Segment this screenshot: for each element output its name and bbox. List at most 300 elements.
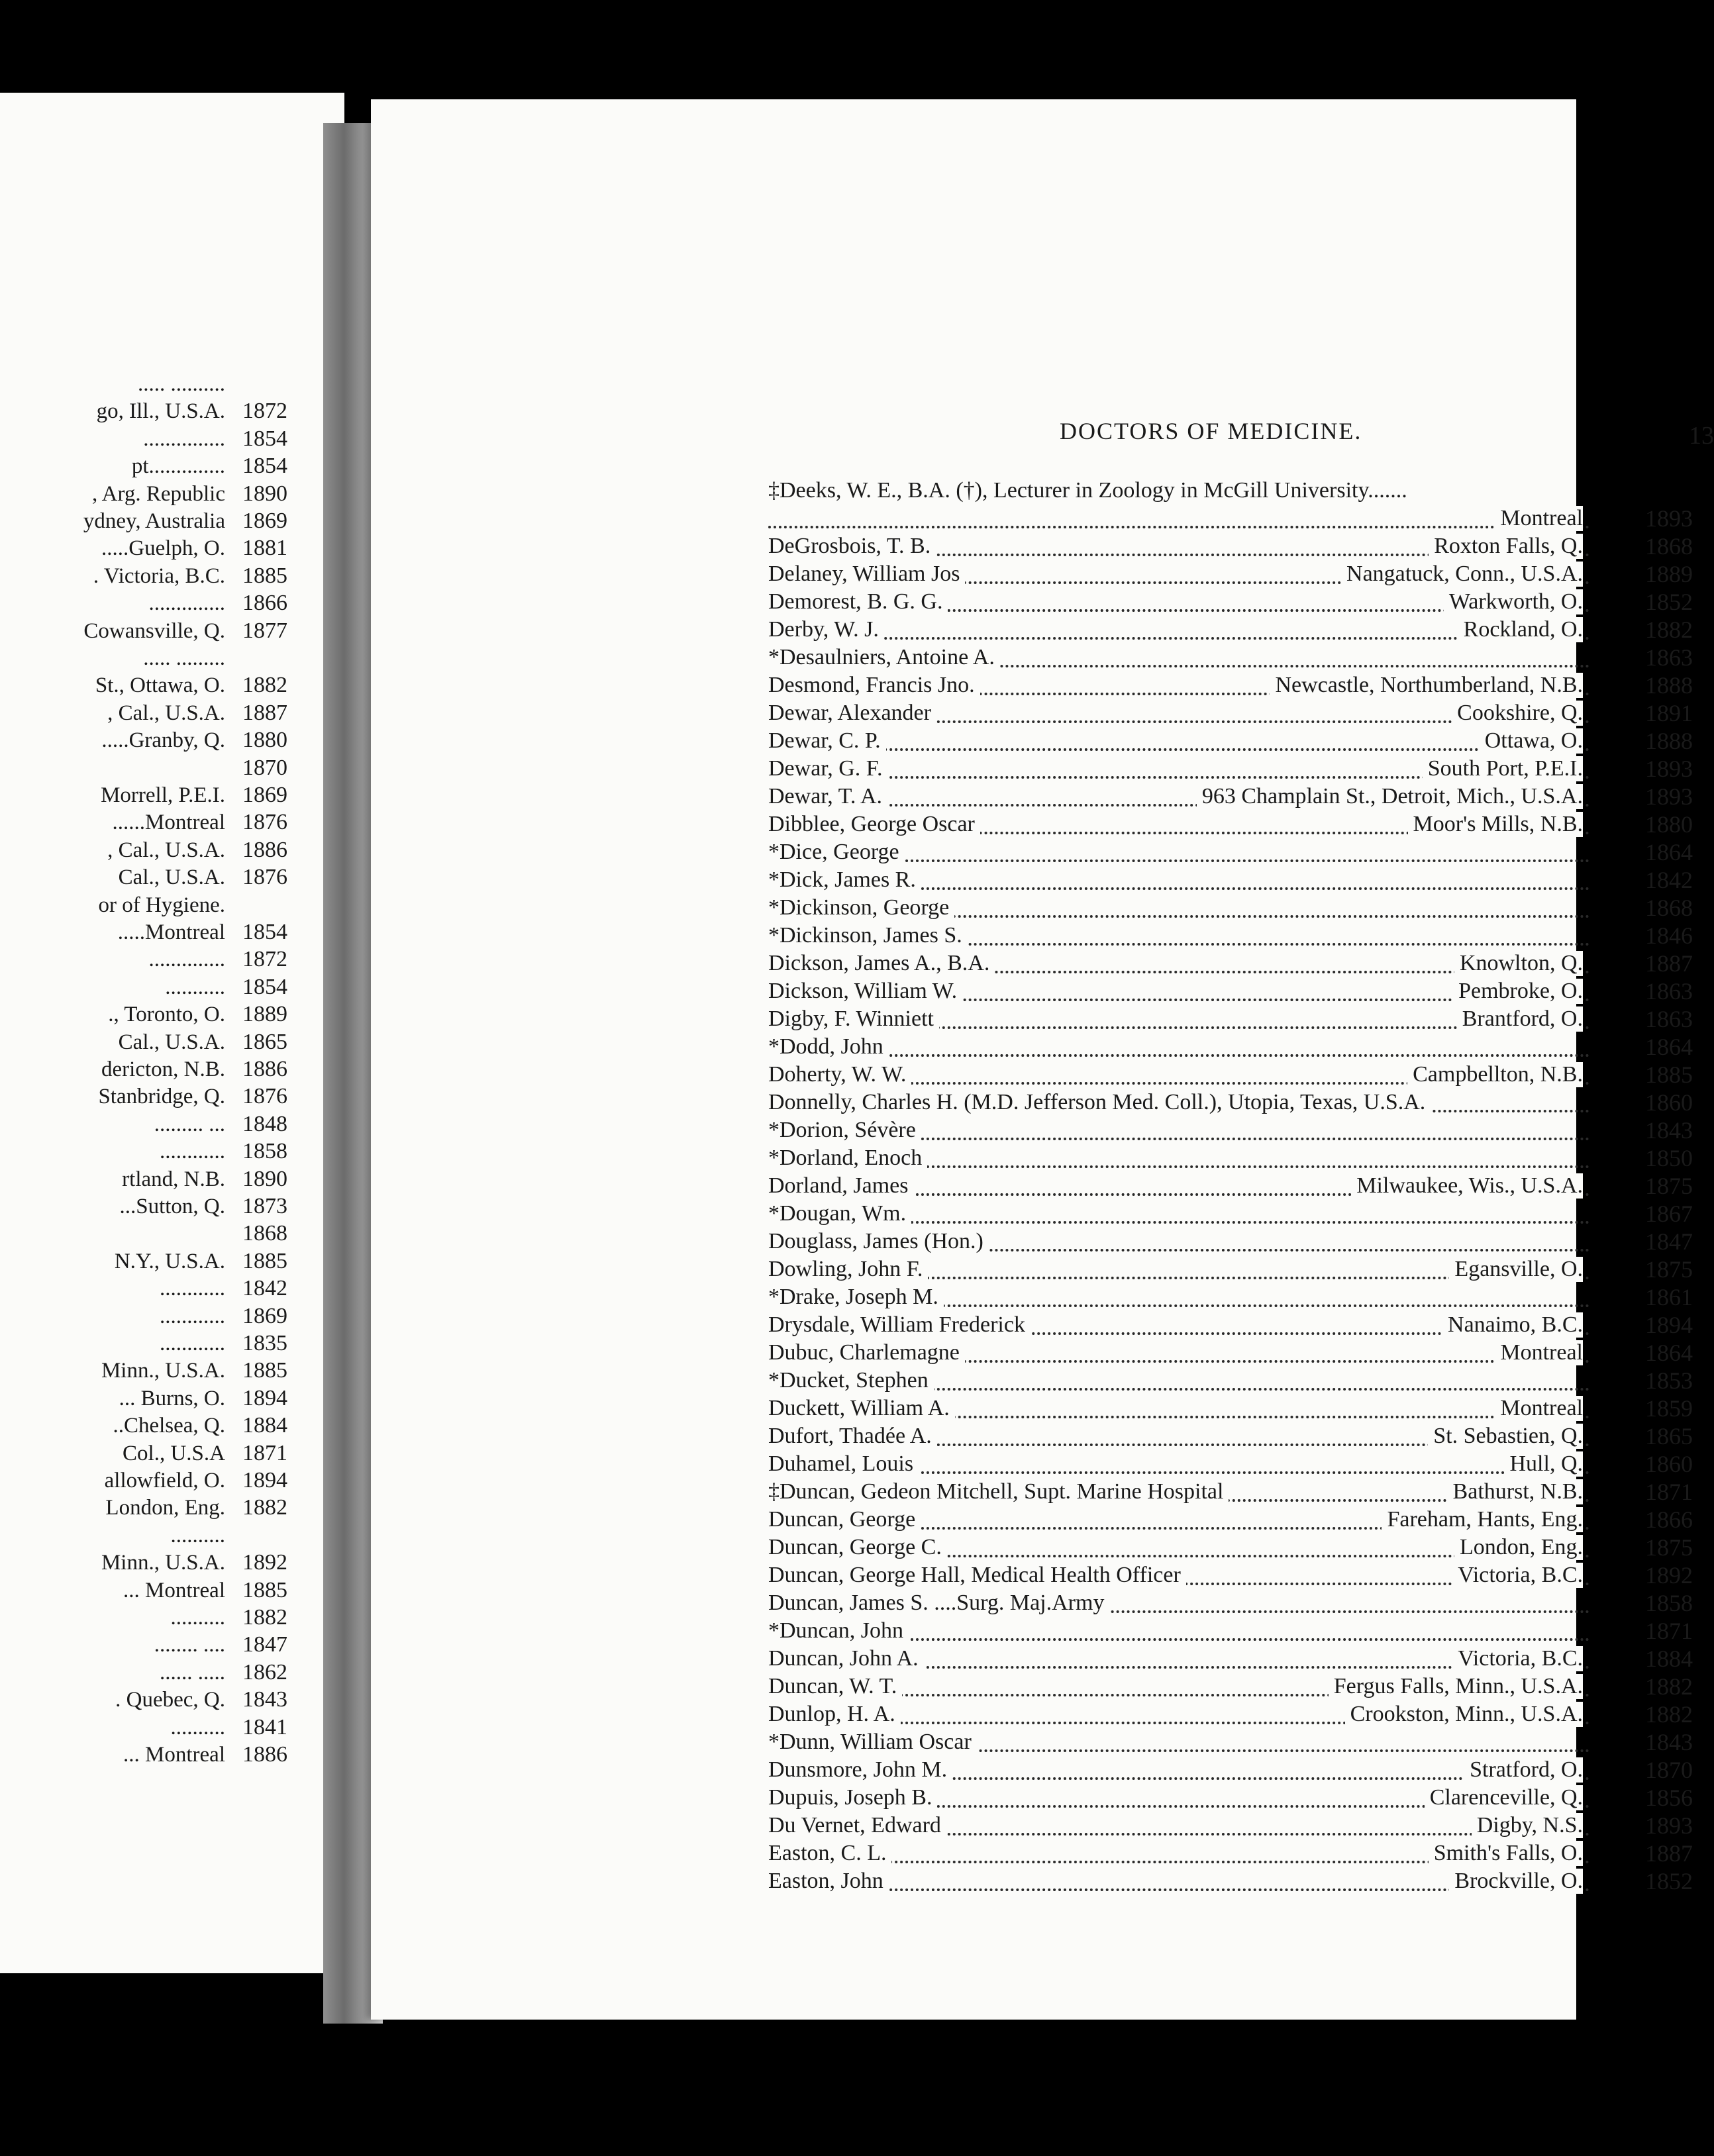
entry-year: 1871 [1645,1479,1693,1505]
left-page-line [0,1166,311,1193]
left-line-year: 1892 [242,1550,287,1575]
entry-year: 1868 [1645,895,1693,921]
entry-year: 1870 [1645,1757,1693,1783]
entry-place: Pembroke, O. [1453,979,1583,1004]
left-line-year: 1894 [242,1385,287,1410]
entry-year: 1861 [1645,1284,1693,1310]
entry-name: Demorest, B. G. G. [768,589,948,614]
left-line-year: 1869 [242,1303,287,1328]
entry-place: Fergus Falls, Minn., U.S.A. [1329,1674,1583,1699]
entry-name: Dewar, G. F. [768,756,888,781]
entry-name: Duckett, William A. [768,1396,955,1421]
left-line-year: 1854 [242,920,287,944]
entry-year: 1843 [1645,1729,1693,1755]
running-head: DOCTORS OF MEDICINE. [1060,418,1362,444]
left-line-text: . Quebec, Q. [115,1688,225,1712]
entries-list [768,477,1702,1895]
entry-year: 1852 [1645,589,1693,615]
left-line-text: ..... .......... [138,372,225,396]
entry-year: 1871 [1645,1618,1693,1644]
entry-row [768,1283,1702,1311]
entry-name: *Dorland, Enoch [768,1146,927,1171]
left-line-year: 1871 [242,1440,287,1465]
entry-name: *Dice, George [768,840,905,865]
entry-row [768,532,1702,560]
left-page-line [0,645,311,671]
left-line-text: .......... [170,1606,225,1630]
left-page-line [0,1412,311,1439]
left-page-line [0,371,311,397]
entry-row [768,1756,1702,1784]
entry-name: Duhamel, Louis [768,1451,919,1477]
entry-name: Easton, John [768,1869,889,1894]
left-line-year: 1886 [242,837,287,862]
entry-row [768,588,1702,616]
entry-name: Douglass, James (Hon.) [768,1229,989,1254]
left-page-line [0,1577,311,1604]
dot-leader [768,1054,1589,1057]
entry-row [768,1089,1702,1116]
left-line-text: N.Y., U.S.A. [114,1249,225,1273]
left-line-year: 1841 [242,1714,287,1740]
entry-place: Campbellton, N.B. [1407,1062,1583,1087]
left-line-year: 1885 [242,1358,287,1383]
entry-year: 1887 [1645,1840,1693,1867]
entry-row [768,1228,1702,1255]
entry-row [768,1645,1702,1673]
entry-year: 1875 [1645,1534,1693,1561]
entry-row [768,560,1702,588]
left-line-text: Morrell, P.E.I. [101,783,225,807]
entry-year: 1888 [1645,672,1693,699]
left-line-text: or of Hygiene. [98,893,225,917]
entry-place: Brantford, O. [1457,1006,1583,1032]
entry-year: 1863 [1645,644,1693,671]
left-page-line [0,864,311,891]
entry-row [768,1116,1702,1144]
entry-year: 1887 [1645,950,1693,977]
entry-place: Smith's Falls, O. [1429,1841,1583,1866]
entry-place: Warkworth, O. [1444,589,1583,614]
left-line-year: 1885 [242,1577,287,1602]
entry-place: Milwaukee, Wis., U.S.A. [1351,1173,1583,1199]
left-line-year: 1880 [242,728,287,753]
entry-row [768,1367,1702,1395]
entry-place: Nangatuck, Conn., U.S.A. [1341,562,1583,587]
entry-name: Drysdale, William Frederick [768,1312,1031,1338]
entry-name: Digby, F. Winniett [768,1006,939,1032]
left-line-year: 1870 [242,755,287,780]
left-page-line [0,1741,311,1768]
entry-place: Montreal [1495,506,1583,531]
entry-place: 963 Champlain St., Detroit, Mich., U.S.A. [1197,784,1583,809]
left-line-text: .............. [148,948,225,972]
entry-row [768,727,1702,755]
left-line-year: 1873 [242,1194,287,1218]
left-page-line [0,1029,311,1055]
entry-place: Montreal [1495,1396,1583,1421]
entry-row [768,671,1702,699]
entry-year: 1863 [1645,978,1693,1004]
left-line-text: ........ .... [154,1633,225,1657]
left-page-line [0,809,311,836]
left-page-line [0,1714,311,1741]
entry-row [768,866,1702,894]
left-line-year: 1890 [242,1166,287,1191]
entry-row [768,505,1702,532]
left-page-line [0,919,311,946]
entry-row [768,1422,1702,1450]
left-page-line [0,563,311,589]
entry-name: *Dickinson, James S. [768,923,968,948]
entry-name: *Ducket, Stephen [768,1368,934,1393]
entry-place: Victoria, B.C. [1452,1563,1583,1588]
entry-name: Dowling, John F. [768,1257,928,1282]
entry-name: *Dougan, Wm. [768,1201,911,1226]
left-page-line [0,1193,311,1220]
entry-row [768,783,1702,810]
entry-year: 1859 [1645,1395,1693,1422]
entry-name: Dufort, Thadée A. [768,1424,937,1449]
entry-name: *Drake, Joseph M. [768,1285,944,1310]
left-page-line [0,535,311,562]
entry-place: Fareham, Hants, Eng. [1382,1507,1583,1532]
left-line-text: dericton, N.B. [101,1057,225,1081]
left-line-year: 1854 [242,454,287,479]
left-line-text: ......Montreal [112,810,225,835]
entry-row [768,922,1702,950]
entry-row [768,1700,1702,1728]
entry-row [768,1478,1702,1506]
entry-year: 1884 [1645,1645,1693,1672]
entry-row [768,1172,1702,1200]
entry-year: 1860 [1645,1089,1693,1116]
entry-row [768,1005,1702,1033]
entry-name: Dibblee, George Oscar [768,812,980,837]
entry-name: Duncan, W. T. [768,1674,902,1699]
entry-row [768,1395,1702,1422]
entry-year: 1882 [1645,1701,1693,1728]
entry-year: 1865 [1645,1423,1693,1449]
entry-year: 1850 [1645,1145,1693,1171]
left-line-text: Stanbridge, Q. [98,1085,225,1109]
entry-row [768,1673,1702,1700]
entry-name: Dewar, Alexander [768,701,936,726]
entry-year: 1894 [1645,1312,1693,1338]
entry-row [768,977,1702,1005]
entry-year: 1893 [1645,505,1693,532]
entry-year: 1860 [1645,1451,1693,1477]
left-line-year: 1872 [242,947,287,972]
left-page-line [0,453,311,479]
entry-name: Dorland, James [768,1173,914,1199]
left-page-line [0,755,311,781]
entry-year: 1880 [1645,811,1693,838]
entry-name: Duncan, George C. [768,1535,947,1560]
entry-name: Duncan, George [768,1507,921,1532]
entry-year: 1875 [1645,1173,1693,1199]
dot-leader [768,748,1589,751]
entry-place: Brockville, O. [1449,1869,1583,1894]
left-line-text: ............ [160,1277,225,1301]
left-line-year: 1889 [242,1002,287,1027]
entry-row [768,838,1702,866]
entry-name: Dunsmore, John M. [768,1757,952,1783]
left-line-year: 1885 [242,563,287,588]
entry-year: 1858 [1645,1590,1693,1616]
left-page-line [0,1138,311,1165]
left-line-text: Cal., U.S.A. [118,1030,225,1054]
left-page-line [0,1275,311,1302]
left-line-year: 1869 [242,783,287,807]
entry-row [768,1728,1702,1756]
entry-name: ‡Duncan, Gedeon Mitchell, Supt. Marine Hospital [768,1479,1229,1504]
left-page-line [0,1056,311,1083]
left-page-line [0,1083,311,1110]
left-line-text: ., Toronto, O. [108,1003,225,1027]
entry-row [768,1033,1702,1061]
entry-name: Desmond, Francis Jno. [768,673,980,698]
entry-year: 1863 [1645,1006,1693,1032]
entry-row [768,1784,1702,1812]
left-line-year: 1882 [242,1495,287,1520]
left-line-year: 1854 [242,974,287,999]
entry-year: 1889 [1645,561,1693,587]
left-line-year: 1877 [242,618,287,643]
left-line-year: 1866 [242,591,287,616]
left-page-line [0,727,311,754]
entry-row [768,1061,1702,1089]
entry-row [768,699,1702,727]
left-page-line [0,974,311,1001]
entry-row [768,810,1702,838]
entry-place: Knowlton, Q. [1454,951,1583,976]
entry-year: 1852 [1645,1868,1693,1894]
left-line-text: , Arg. Republic [91,481,225,506]
entry-row [768,950,1702,977]
left-line-year: 1884 [242,1413,287,1438]
left-page-line [0,1385,311,1412]
entry-place: London, Eng. [1454,1535,1583,1560]
left-line-text: , Cal., U.S.A. [107,838,225,862]
left-line-year: 1854 [242,426,287,451]
left-line-year: 1886 [242,1057,287,1081]
left-page-line [0,590,311,616]
left-page-line [0,398,311,424]
left-page-line [0,1440,311,1467]
left-line-text: .....Guelph, O. [101,536,225,561]
entry-place: St. Sebastien, Q. [1428,1424,1583,1449]
entry-place: Egansville, O. [1449,1257,1583,1282]
left-line-text: .....Granby, Q. [101,728,225,753]
left-line-year: 1843 [242,1687,287,1712]
entry-year: 1867 [1645,1200,1693,1227]
dot-leader [768,526,1589,528]
left-line-text: ...Sutton, Q. [119,1195,225,1218]
right-page [371,99,1714,2020]
entry-year: 1864 [1645,1340,1693,1366]
entry-row [768,1589,1702,1617]
left-line-year: 1862 [242,1659,287,1685]
left-line-text: .......... [170,1715,225,1740]
left-page-line [0,672,311,699]
left-line-text: ..... ......... [143,646,225,670]
entry-name: Du Vernet, Edward [768,1813,946,1838]
entry-name: Dubuc, Charlemagne [768,1340,965,1365]
left-page-line [0,1549,311,1576]
entry-row [768,894,1702,922]
entry-year: 1882 [1645,1673,1693,1700]
entry-year: 1888 [1645,728,1693,754]
left-page-line [0,700,311,726]
entry-row [768,1144,1702,1172]
entry-place: Clarenceville, Q. [1425,1785,1583,1810]
entry-year: 1875 [1645,1256,1693,1283]
entry-name: *Dodd, John [768,1034,889,1059]
left-page-line [0,1604,311,1631]
left-page-line [0,837,311,863]
left-line-text: St., Ottawa, O. [95,673,225,698]
entry-place: Stratford, O. [1464,1757,1583,1783]
left-page-line [0,1632,311,1658]
entry-place: Rockland, O. [1458,617,1583,642]
left-line-text: .....Montreal [117,920,225,944]
entry-place: Hull, Q. [1505,1451,1584,1477]
entry-year: 1893 [1645,1812,1693,1839]
left-page-line [0,618,311,644]
left-page-line [0,1303,311,1330]
left-page-line [0,1220,311,1247]
entry-name: Dickson, William W. [768,979,962,1004]
left-page-line [0,946,311,973]
left-line-text: Minn., U.S.A. [101,1359,225,1383]
entry-name: *Duncan, John [768,1618,909,1643]
entry-row [768,1812,1702,1839]
entry-name: DeGrosbois, T. B. [768,534,936,559]
left-line-text: .......... [170,1523,225,1547]
left-line-text: ............ [160,1140,225,1164]
entry-name: Duncan, George Hall, Medical Health Officer [768,1563,1186,1588]
entry-year: 1868 [1645,533,1693,560]
left-line-text: London, Eng. [105,1496,225,1520]
entry-year: 1892 [1645,1562,1693,1589]
entry-name: Dupuis, Joseph B. [768,1785,937,1810]
left-page-line [0,1330,311,1357]
entry-row [768,1534,1702,1561]
entry-name: *Dick, James R. [768,867,921,893]
entry-name: Delaney, William Jos [768,562,965,587]
entry-row [768,1339,1702,1367]
entry-place: Roxton Falls, Q. [1429,534,1583,559]
entry-year: 1882 [1645,616,1693,643]
entry-row [768,1561,1702,1589]
left-line-text: . Victoria, B.C. [93,564,225,588]
entry-year: 1885 [1645,1061,1693,1088]
entry-row [768,1839,1702,1867]
left-line-text: ............ [160,1332,225,1355]
entry-name: Dewar, T. A. [768,784,887,809]
left-line-text: ... Burns, O. [119,1386,225,1410]
left-line-year: 1869 [242,509,287,533]
entry-name: Doherty, W. W. [768,1062,911,1087]
entry-row [768,1200,1702,1228]
entry-row [768,1311,1702,1339]
entry-name: Duncan, James S. ....Surg. Maj.Army [768,1591,1109,1616]
left-page-line [0,1001,311,1028]
left-line-text: Col., U.S.A [123,1441,225,1465]
left-line-year: 1865 [242,1029,287,1054]
entry-name: *Desaulniers, Antoine A. [768,645,1000,670]
left-line-year: 1887 [242,700,287,725]
left-line-text: .............. [148,591,225,616]
left-line-text: go, Ill., U.S.A. [96,399,225,424]
left-line-text: allowfield, O. [104,1469,225,1493]
left-line-year: 1872 [242,399,287,424]
left-line-year: 1894 [242,1468,287,1493]
left-line-year: 1835 [242,1331,287,1355]
entry-name: Donnelly, Charles H. (M.D. Jefferson Med. Coll.), Utopia, Texas, U.S.A. [768,1090,1431,1115]
left-page [0,93,344,1973]
left-line-year: 1882 [242,1605,287,1630]
entry-place: Victoria, B.C. [1452,1646,1583,1671]
left-page-line [0,1357,311,1384]
left-line-year: 1847 [242,1632,287,1657]
left-line-year: 1848 [242,1111,287,1136]
entry-year: 1864 [1645,1034,1693,1060]
entry-place: Moor's Mills, N.B. [1408,812,1583,837]
entry-year: 1856 [1645,1785,1693,1811]
entry-year: 1842 [1645,867,1693,893]
entry-name: *Dorion, Sévère [768,1118,921,1143]
entry-year: 1891 [1645,700,1693,726]
left-line-year: 1876 [242,810,287,835]
page-number: 13 [1689,422,1714,450]
entry-row [768,1506,1702,1534]
entry-place: South Port, P.E.I. [1423,756,1583,781]
entry-place: Digby, N.S. [1472,1813,1583,1838]
left-line-text: Minn., U.S.A. [101,1551,225,1575]
entry-year: 1847 [1645,1228,1693,1255]
entry-year: 1864 [1645,839,1693,865]
left-line-text: Cal., U.S.A. [118,865,225,890]
left-line-text: , Cal., U.S.A. [107,701,225,725]
entry-name: Dunlop, H. A. [768,1702,901,1727]
entry-place: Newcastle, Northumberland, N.B. [1270,673,1583,698]
left-line-year: 1890 [242,481,287,506]
entry-year: 1853 [1645,1367,1693,1394]
entry-year: 1846 [1645,922,1693,949]
left-line-text: ........... [165,975,225,999]
entry-name: Easton, C. L. [768,1841,891,1866]
entry-year: 1893 [1645,756,1693,782]
entry-place: Nanaimo, B.C. [1442,1312,1583,1338]
entry-place: Montreal [1495,1340,1583,1365]
left-line-text: ............ [160,1304,225,1328]
entry-year: 1866 [1645,1506,1693,1533]
left-line-year: 1876 [242,1084,287,1109]
entry-name: Dewar, C. P. [768,728,886,754]
left-line-year: 1882 [242,673,287,698]
entry-year: 1843 [1645,1117,1693,1144]
entry-name: *Dickinson, George [768,895,954,920]
left-page-line [0,426,311,452]
left-page-line [0,1467,311,1494]
left-page-line [0,1522,311,1549]
entry-row [768,1617,1702,1645]
entry-row [768,477,1702,505]
entry-place: Crookston, Minn., U.S.A. [1345,1702,1583,1727]
left-page-line [0,782,311,808]
